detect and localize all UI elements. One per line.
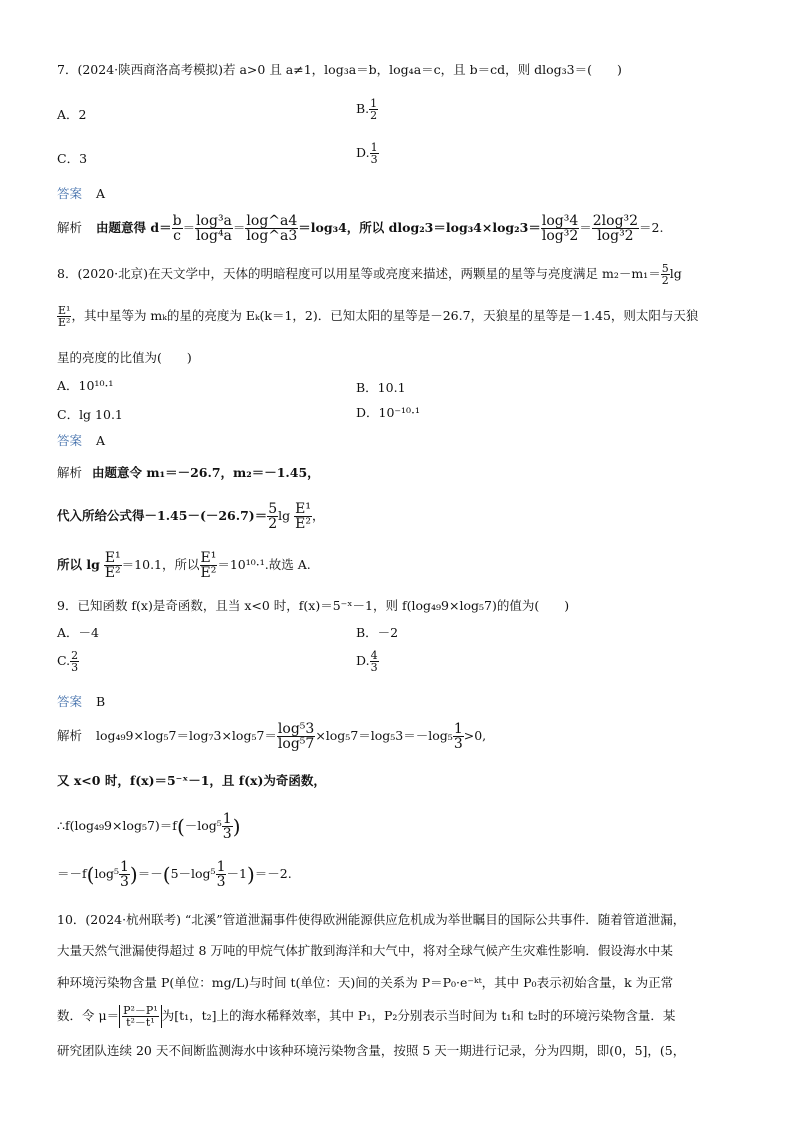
q9-stem: 9．已知函数 f(x)是奇函数，且当 x<0 时，f(x)＝5⁻ˣ－1，则 f(log₄₉9×log₅7)的值为( ) (57, 598, 570, 613)
q7-stem: 7．(2024·陕西商洛高考模拟)若 a>0 且 a≠1，log₃a＝b，log₄a＝c，且 b＝cd，则 dlog₃3＝( ) (57, 62, 622, 77)
q10-line3: 种环境污染物含量 P(单位：mg/L)与时间 t(单位：天)间的关系为 P＝P₀·e⁻ᵏᵗ，其中 P₀表示初始含量，k 为正常 (57, 975, 674, 990)
q9-solution-line3: ∴f(log₄₉9×log₅7)＝f(－log⁵ $\frac{1}{3}$ ) (57, 811, 241, 842)
q8-stem-line3: 星的亮度的比值为( ) (57, 350, 192, 365)
q8-solution-line1: 解析 由题意令 m₁＝－26.7，m₂＝－1.45， (57, 465, 320, 480)
q10-line5: 研究团队连续 20 天不间断监测海水中该种环境污染物含量，按照 5 天一期进行记录，分为四期，即(0，5]，(5， (57, 1043, 686, 1058)
q8-option-a: A．10¹⁰·¹ (57, 378, 114, 393)
q8-answer: 答案 A (57, 433, 106, 448)
q9-solution-line1: 解析 log₄₉9×log₅7＝log₇3×log₅7＝ $\frac{\text{log⁵3}}{\text{log⁵7}}$ ×log₅7＝log₅3＝－log₅ $\frac{1}{3}$ >0, (57, 721, 487, 752)
q9-option-a: A．－4 (57, 625, 99, 640)
q7-solution: 解析 由题意得 d＝ $\frac{b}{c}$ ＝ $\frac{\text{log³a}}{\text{log⁴a}}$ ＝ $\frac{\log\^{}a4}{\log\^{}a3}$ ＝log₃4，所以 dlog₂3＝log₃4×log₂3＝ $\frac{\text{log³4}}{\text{log³2}}$ ＝ $\frac{\text{2log³2}}{\text{log³2}}$ ＝2. (57, 213, 664, 244)
q7-option-a: A．2 (57, 107, 87, 122)
q8-solution-line3: 所以 lg $\frac{\text{E¹}}{\text{E²}}$ ＝10.1，所以 $\frac{\text{E¹}}{\text{E²}}$ ＝10¹⁰·¹.故选 A. (57, 550, 311, 581)
q8-option-b: B．10.1 (356, 380, 406, 395)
q9-solution-line4: ＝－f(log⁵ $\frac{1}{3}$ )＝－(5－log⁵ $\frac{1}{3}$ －1)＝－2. (57, 859, 292, 890)
q10-line2: 大量天然气泄漏使得超过 8 万吨的甲烷气体扩散到海洋和大气中，将对全球气候产生灾难性影响．假设海水中某 (57, 943, 673, 958)
q9-answer: 答案 B (57, 694, 106, 709)
q10-line1: 10．(2024·杭州联考) “北溪”管道泄漏事件使得欧洲能源供应危机成为举世瞩目的国际公共事件．随着管道泄漏， (57, 912, 686, 927)
q9-option-d: D. $\frac{4}{3}$ (356, 649, 378, 674)
q9-solution-line2: 又 x<0 时，f(x)＝5⁻ˣ－1，且 f(x)为奇函数， (57, 773, 326, 788)
q8-solution-line2: 代入所给公式得－1.45－(－26.7)＝ $\frac{5}{2}$ lg $\frac{\text{E¹}}{\text{E²}}$ ， (57, 501, 325, 532)
q7-option-b: B. $\frac{1}{2}$ (356, 97, 378, 122)
q8-stem-line2: $\frac{\text{E¹}}{\text{E²}}$ ，其中星等为 mₖ的星的亮度为 Eₖ(k＝1，2)．已知太阳的星等是－26.7，天狼星的星等是－1.45，则太阳与天狼 (58, 304, 699, 329)
q7-answer: 答案 A (57, 186, 106, 201)
q9-option-b: B．－2 (356, 625, 399, 640)
q8-option-d: D．10⁻¹⁰·¹ (356, 405, 421, 420)
q7-option-c: C．3 (57, 151, 88, 166)
q8-option-c: C．lg 10.1 (57, 407, 123, 422)
q9-option-c: C. $\frac{2}{3}$ (57, 649, 79, 674)
q7-option-d: D. $\frac{1}{3}$ (356, 141, 378, 166)
q8-stem-line1: 8．(2020·北京)在天文学中，天体的明暗程度可以用星等或亮度来描述，两颗星的星等与亮度满足 m₂－m₁＝ $\frac{5}{2}$ lg (57, 262, 682, 287)
q10-line4: 数．令 μ＝ $\frac{\text{P²－P¹}}{\text{t²－t¹}}$ 为[t₁，t₂]上的海水稀释效率，其中 P₁，P₂分别表示当时间为 t₁和 t₂时的环境污染物含量．某 (57, 1004, 676, 1029)
